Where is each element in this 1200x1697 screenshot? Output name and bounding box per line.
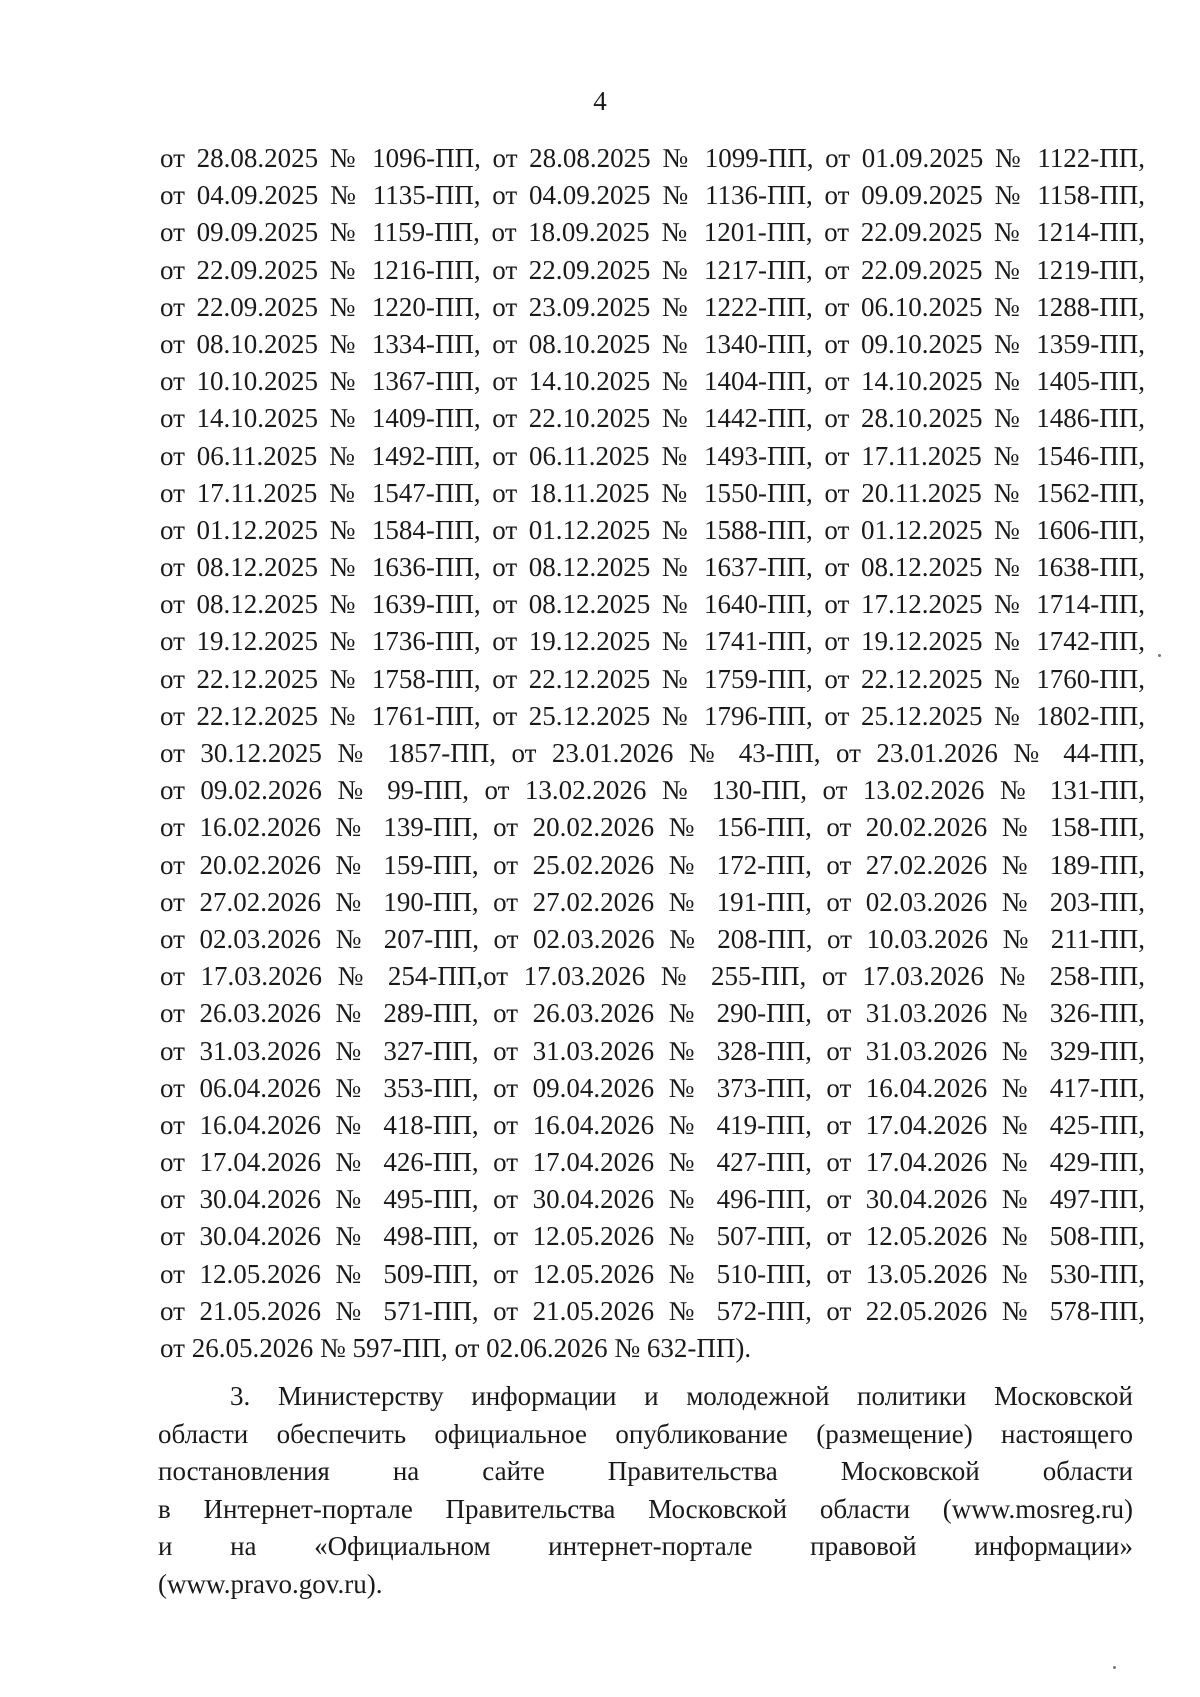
paragraph-line: постановления на сайте Правительства Московской области: [158, 1456, 1133, 1486]
list-line: от 22.12.2025 № 1758-ПП, от 22.12.2025 № 1759-ПП, от 22.12.2025 № 1760-ПП,: [160, 663, 1145, 694]
list-line: от 30.12.2025 № 1857-ПП, от 23.01.2026 № 43-ПП, от 23.01.2026 № 44-ПП,: [160, 738, 1145, 768]
list-line: от 19.12.2025 № 1736-ПП, от 19.12.2025 № 1741-ПП, от 19.12.2025 № 1742-ПП,: [160, 626, 1145, 657]
page-number: 4: [593, 86, 607, 116]
list-line: от 02.03.2026 № 207-ПП, от 02.03.2026 № 208-ПП, от 10.03.2026 № 211-ПП,: [160, 923, 1145, 954]
paragraph-3: [158, 1378, 1133, 1603]
paragraph-line-last: (www.pravo.gov.ru).: [158, 1568, 383, 1599]
list-line: от 12.05.2026 № 509-ПП, от 12.05.2026 № 510-ПП, от 13.05.2026 № 530-ПП,: [160, 1258, 1145, 1289]
list-line: от 08.12.2025 № 1636-ПП, от 08.12.2025 № 1637-ПП, от 08.12.2025 № 1638-ПП,: [160, 552, 1145, 583]
paragraph-line: в Интернет-портале Правительства Московской области (www.mosreg.ru): [158, 1493, 1133, 1524]
list-line: от 22.09.2025 № 1216-ПП, от 22.09.2025 № 1217-ПП, от 22.09.2025 № 1219-ПП,: [160, 254, 1145, 285]
paragraph-line: области обеспечить официальное опубликование (размещение) настоящего: [158, 1418, 1133, 1449]
list-line: от 27.02.2026 № 190-ПП, от 27.02.2026 № 191-ПП, от 02.03.2026 № 203-ПП,: [160, 886, 1145, 917]
list-line: от 17.03.2026 № 254-ПП,от 17.03.2026 № 255-ПП, от 17.03.2026 № 258-ПП,: [160, 961, 1145, 992]
list-line: от 06.11.2025 № 1492-ПП, от 06.11.2025 № 1493-ПП, от 17.11.2025 № 1546-ПП,: [160, 440, 1145, 471]
list-line: от 17.04.2026 № 426-ПП, от 17.04.2026 № 427-ПП, от 17.04.2026 № 429-ПП,: [160, 1147, 1145, 1178]
list-line: от 22.09.2025 № 1220-ПП, от 23.09.2025 № 1222-ПП, от 06.10.2025 № 1288-ПП,: [160, 291, 1145, 322]
list-line-last: от 26.05.2026 № 597-ПП, от 02.06.2026 № 632-ПП).: [160, 1333, 752, 1363]
list-line: от 14.10.2025 № 1409-ПП, от 22.10.2025 № 1442-ПП, от 28.10.2025 № 1486-ПП,: [160, 403, 1145, 434]
list-line: от 31.03.2026 № 327-ПП, от 31.03.2026 № 328-ПП, от 31.03.2026 № 329-ПП,: [160, 1035, 1145, 1066]
list-line: от 21.05.2026 № 571-ПП, от 21.05.2026 № 572-ПП, от 22.05.2026 № 578-ПП,: [160, 1295, 1145, 1326]
scan-speck: [1158, 654, 1161, 657]
list-line: от 17.11.2025 № 1547-ПП, от 18.11.2025 № 1550-ПП, от 20.11.2025 № 1562-ПП,: [160, 477, 1145, 508]
list-line: от 16.04.2026 № 418-ПП, от 16.04.2026 № 419-ПП, от 17.04.2026 № 425-ПП,: [160, 1109, 1145, 1140]
list-line: от 01.12.2025 № 1584-ПП, от 01.12.2025 № 1588-ПП, от 01.12.2025 № 1606-ПП,: [160, 514, 1145, 545]
list-line: от 10.10.2025 № 1367-ПП, от 14.10.2025 № 1404-ПП, от 14.10.2025 № 1405-ПП,: [160, 366, 1145, 397]
list-line: от 30.04.2026 № 495-ПП, от 30.04.2026 № 496-ПП, от 30.04.2026 № 497-ПП,: [160, 1184, 1145, 1215]
list-line: от 08.10.2025 № 1334-ПП, от 08.10.2025 № 1340-ПП, от 09.10.2025 № 1359-ПП,: [160, 328, 1145, 359]
list-line: от 09.09.2025 № 1159-ПП, от 18.09.2025 № 1201-ПП, от 22.09.2025 № 1214-ПП,: [160, 217, 1145, 248]
list-line: от 20.02.2026 № 159-ПП, от 25.02.2026 № 172-ПП, от 27.02.2026 № 189-ПП,: [160, 849, 1145, 880]
list-line: от 28.08.2025 № 1096-ПП, от 28.08.2025 № 1099-ПП, от 01.09.2025 № 1122-ПП,: [160, 143, 1145, 173]
scan-speck: [1113, 1666, 1116, 1669]
list-line: от 22.12.2025 № 1761-ПП, от 25.12.2025 № 1796-ПП, от 25.12.2025 № 1802-ПП,: [160, 700, 1145, 731]
list-line: от 04.09.2025 № 1135-ПП, от 04.09.2025 № 1136-ПП, от 09.09.2025 № 1158-ПП,: [160, 180, 1145, 211]
paragraph-line: 3. Министерству информации и молодежной политики Московской: [230, 1381, 1133, 1411]
list-line: от 26.03.2026 № 289-ПП, от 26.03.2026 № 290-ПП, от 31.03.2026 № 326-ПП,: [160, 998, 1145, 1029]
resolutions-list: [160, 140, 1145, 1367]
list-line: от 06.04.2026 № 353-ПП, от 09.04.2026 № 373-ПП, от 16.04.2026 № 417-ПП,: [160, 1072, 1145, 1103]
list-line: от 16.02.2026 № 139-ПП, от 20.02.2026 № 156-ПП, от 20.02.2026 № 158-ПП,: [160, 812, 1145, 843]
paragraph-line: и на «Официальном интернет-портале правовой информации»: [158, 1531, 1133, 1561]
list-line: от 09.02.2026 № 99-ПП, от 13.02.2026 № 130-ПП, от 13.02.2026 № 131-ПП,: [160, 775, 1145, 806]
list-line: от 08.12.2025 № 1639-ПП, от 08.12.2025 № 1640-ПП, от 17.12.2025 № 1714-ПП,: [160, 589, 1145, 620]
list-line: от 30.04.2026 № 498-ПП, от 12.05.2026 № 507-ПП, от 12.05.2026 № 508-ПП,: [160, 1221, 1145, 1252]
